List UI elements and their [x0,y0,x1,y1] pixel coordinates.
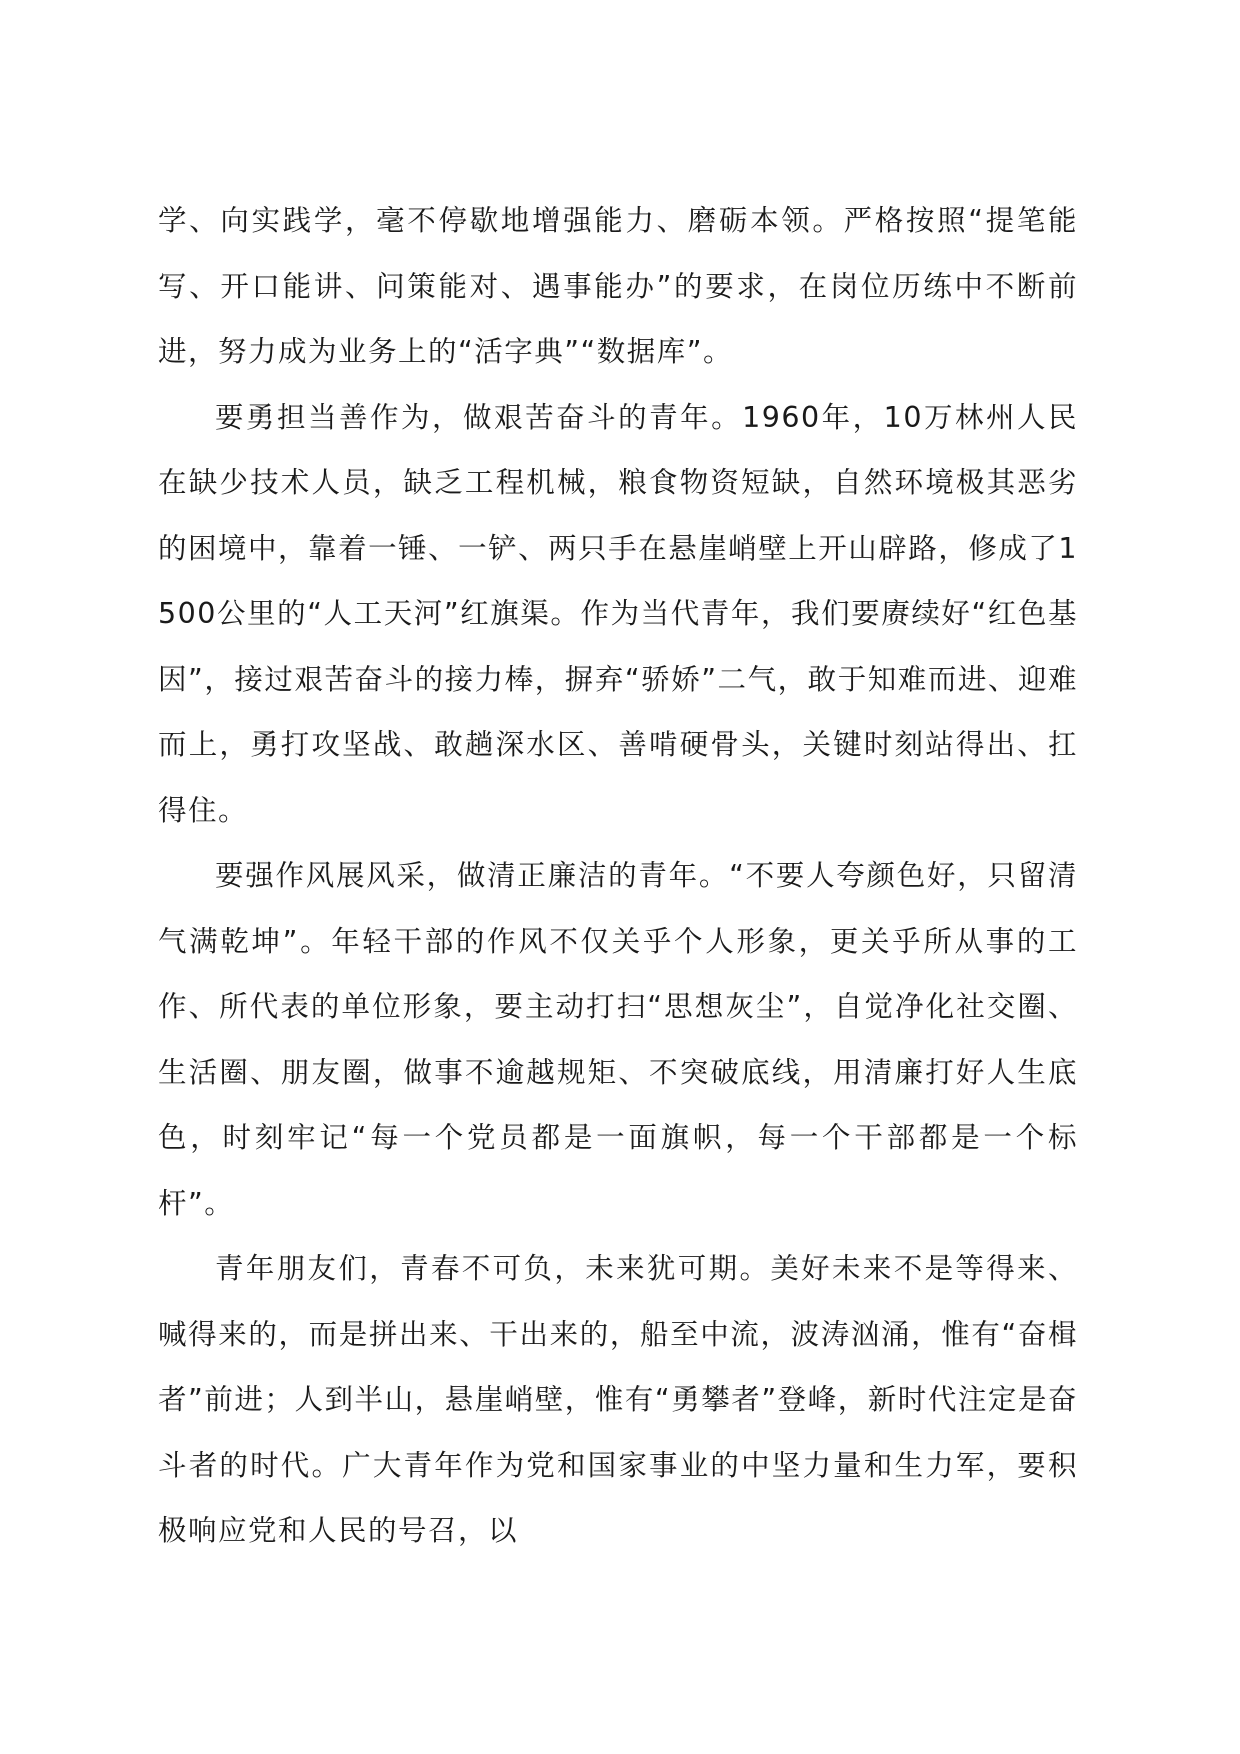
paragraph-integrity: 要强作风展风采，做清正廉洁的青年。“不要人夸颜色好，只留清气满乾坤”。年轻干部的作风不仅关乎个人形象，更关乎所从事的工作、所代表的单位形象，要主动打扫“思想灰尘”，自觉净化社交圈、生活圈、朋友圈，做事不逾越规矩、不突破底线，用清廉打好人生底色，时刻牢记“每一个党员都是一面旗帜，每一个干部都是一个标杆”。 [158,859,1078,1220]
document-body [158,188,1078,1564]
paragraph-continuation: 学、向实践学，毫不停歇地增强能力、磨砺本领。严格按照“提笔能写、开口能讲、问策能对、遇事能办”的要求，在岗位历练中不断前进，努力成为业务上的“活字典”“数据库”。 [158,204,1078,368]
paragraph-youth-call: 青年朋友们，青春不可负，未来犹可期。美好未来不是等得来、喊得来的，而是拼出来、干出来的，船至中流，波涛汹涌，惟有“奋楫者”前进；人到半山，悬崖峭壁，惟有“勇攀者”登峰，新时代注定是奋斗者的时代。广大青年作为党和国家事业的中坚力量和生力军，要积极响应党和人民的号召，以 [158,1252,1079,1547]
paragraph-hardship: 要勇担当善作为，做艰苦奋斗的青年。1960年，10万林州人民在缺少技术人员，缺乏工程机械，粮食物资短缺，自然环境极其恶劣的困境中，靠着一锤、一铲、两只手在悬崖峭壁上开山辟路，修成了1500公里的“人工天河”红旗渠。作为当代青年，我们要赓续好“红色基因”，接过艰苦奋斗的接力棒，摒弃“骄娇”二气，敢于知难而进、迎难而上，勇打攻坚战、敢趟深水区、善啃硬骨头，关键时刻站得出、扛得住。 [158,400,1078,827]
